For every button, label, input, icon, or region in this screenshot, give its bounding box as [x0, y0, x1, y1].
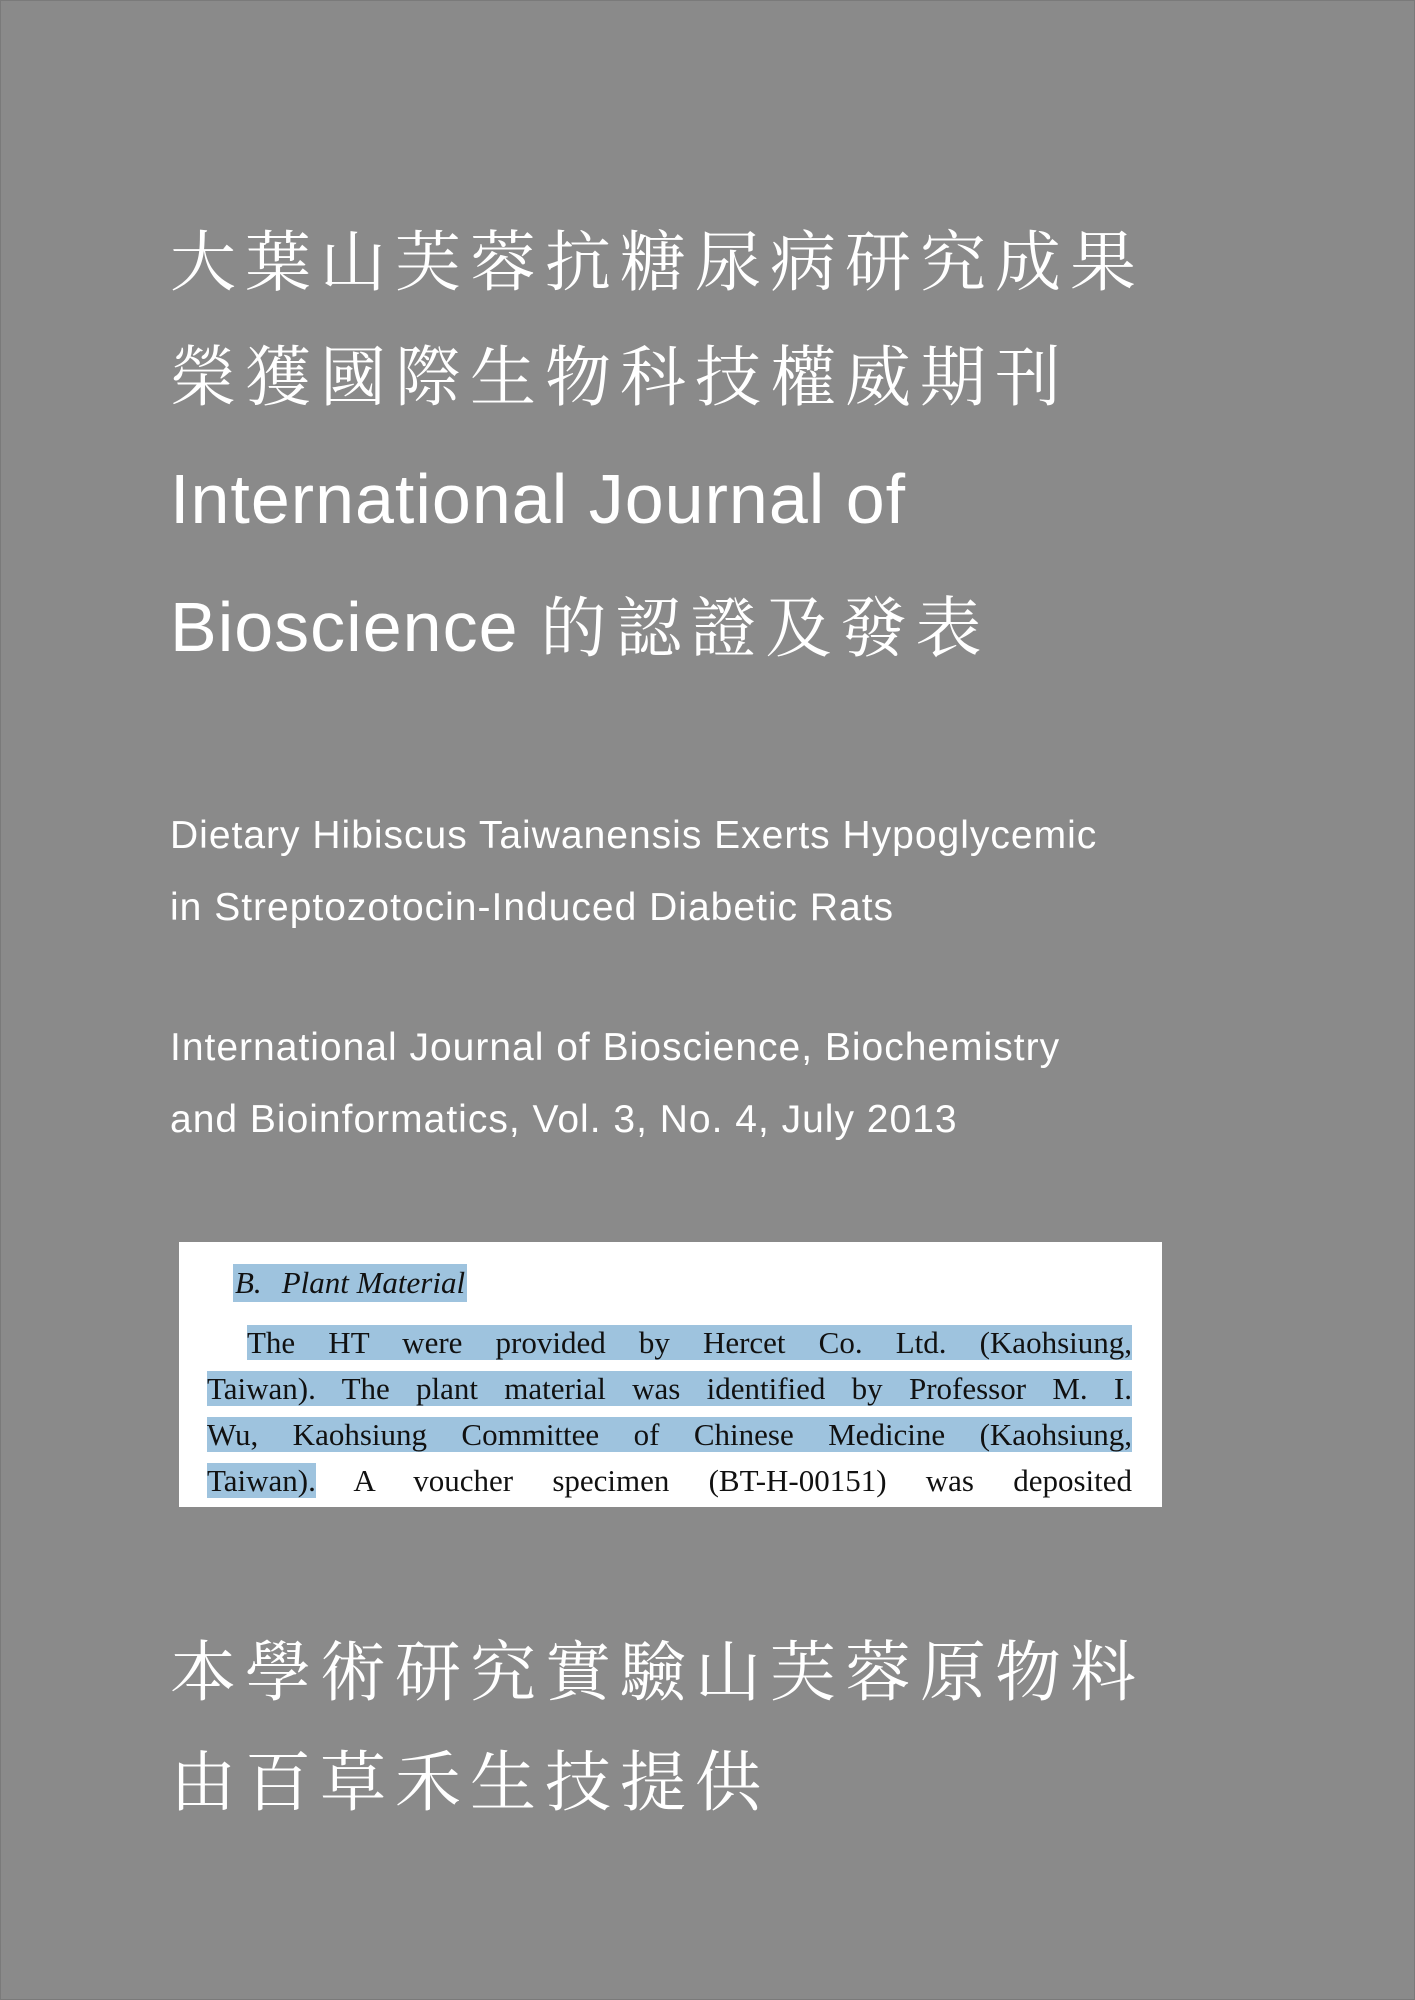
headline-line-4 [170, 563, 1350, 693]
headline-line-1: 大葉山芙蓉抗糖尿病研究成果 [170, 224, 1145, 301]
headline [170, 205, 1350, 693]
paper-title-line-1: Dietary Hibiscus Taiwanensis Exerts Hypoglycemic [170, 814, 1098, 857]
headline-certification-text: 的認證及發表 [540, 590, 991, 667]
excerpt-line-1-highlight: The HT were provided by Hercet Co. Ltd. (Kaohsiung, [247, 1325, 1132, 1360]
excerpt-body [207, 1320, 1132, 1504]
excerpt-heading-letter: B. [235, 1265, 262, 1300]
excerpt-heading-text: Plant Material [281, 1265, 466, 1300]
journal-citation [170, 1012, 1370, 1156]
footer-note [170, 1618, 1370, 1838]
headline-journal-word: Bioscience [170, 588, 519, 666]
excerpt-line-4-rest: A voucher specimen (BT-H-00151) was deposited [353, 1463, 1132, 1498]
excerpt-line-2 [207, 1366, 1132, 1412]
headline-line-3: International Journal of [170, 460, 907, 538]
excerpt-line-4 [207, 1458, 1132, 1504]
excerpt-line-1 [207, 1320, 1132, 1366]
excerpt-line-3-highlight: Wu, Kaohsiung Committee of Chinese Medicine (Kaohsiung, [207, 1417, 1132, 1452]
citation-line-1: International Journal of Bioscience, Biochemistry [170, 1026, 1061, 1069]
excerpt-line-2-highlight: Taiwan). The plant material was identified by Professor M. I. [207, 1371, 1132, 1406]
excerpt-heading [233, 1264, 467, 1302]
footer-line-2: 由百草禾生技提供 [170, 1744, 770, 1821]
excerpt-line-4-highlight: Taiwan). [207, 1463, 316, 1498]
footer-line-1: 本學術研究實驗山芙蓉原物料 [170, 1634, 1145, 1711]
paper-excerpt-image [179, 1242, 1162, 1507]
headline-line-2: 榮獲國際生物科技權威期刊 [170, 339, 1070, 416]
paper-title-line-2: in Streptozotocin-Induced Diabetic Rats [170, 886, 895, 929]
citation-line-2: and Bioinformatics, Vol. 3, No. 4, July 2013 [170, 1098, 958, 1141]
paper-title [170, 800, 1370, 944]
excerpt-line-3 [207, 1412, 1132, 1458]
